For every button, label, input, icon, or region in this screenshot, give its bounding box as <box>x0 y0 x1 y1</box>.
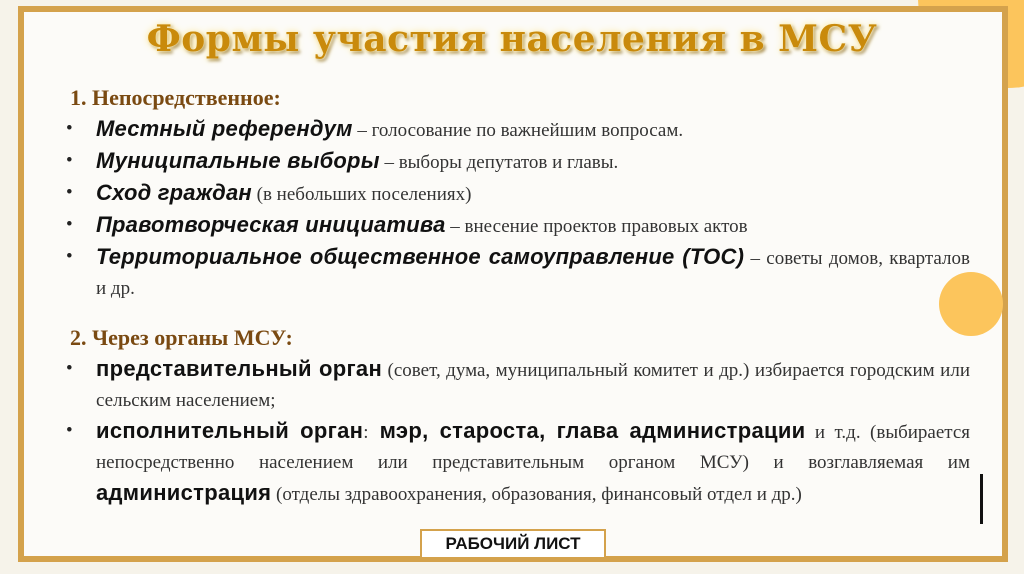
slide-title: Формы участия населения в МСУ <box>146 18 878 60</box>
list-item <box>60 210 970 242</box>
item-description: – советы домов, кварталов и др. <box>96 248 970 299</box>
list-item <box>60 242 970 304</box>
item-description: (в небольших поселениях) <box>251 184 472 205</box>
list-item <box>60 354 970 416</box>
section-direct-heading: 1. Непосредственное: <box>70 85 281 110</box>
slide-content <box>60 82 970 510</box>
item-description: – голосование по важнейшим вопросам. <box>352 120 684 141</box>
list-item <box>60 146 970 178</box>
item-description: (отделы здравоохранения, образования, финансовый отдел и др.) <box>271 484 802 505</box>
item-punctuation: : <box>363 422 369 443</box>
item-term: администрация <box>96 480 272 505</box>
workbook-button[interactable]: РАБОЧИЙ ЛИСТ <box>420 529 606 559</box>
list-item <box>60 416 970 510</box>
item-term: представительный орган <box>96 356 383 381</box>
section-bodies-heading: 2. Через органы МСУ: <box>70 325 293 350</box>
item-description: – внесение проектов правовых актов <box>445 216 748 237</box>
item-term: Правотворческая инициатива <box>96 212 446 237</box>
item-description: (совет, дума, муниципальный комитет и др.) избирается городским или сельским населением; <box>96 360 970 411</box>
item-term: исполнительный орган <box>96 418 364 443</box>
item-term: Муниципальные выборы <box>96 148 380 173</box>
item-description: – выборы депутатов и главы. <box>379 152 619 173</box>
item-term: мэр, староста, глава администрации <box>368 418 806 443</box>
item-term: Сход граждан <box>96 180 252 205</box>
direct-forms-list <box>60 114 970 304</box>
bodies-list <box>60 354 970 510</box>
list-item <box>60 178 970 210</box>
item-term: Местный референдум <box>96 116 353 141</box>
list-item <box>60 114 970 146</box>
text-cursor <box>980 474 983 524</box>
item-term: Территориальное общественное самоуправление (ТОС) <box>96 244 745 269</box>
item-description: и т.д. (выбирается непосредственно населением или представительным органом МСУ) и возглавляемая им <box>96 422 971 473</box>
